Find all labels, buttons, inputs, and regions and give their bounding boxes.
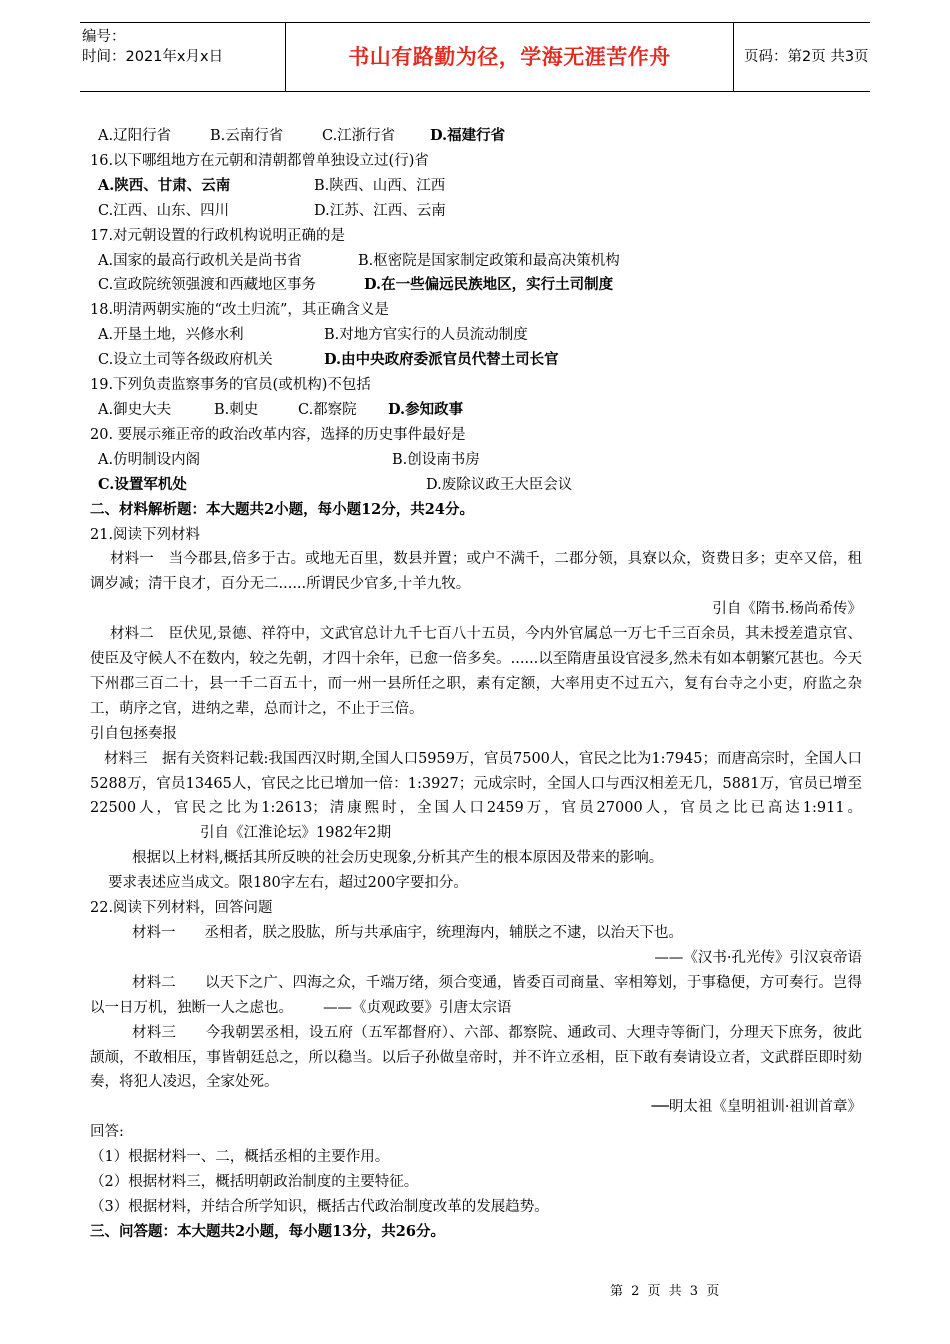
- option: B.对地方官实行的人员流动制度: [324, 327, 528, 344]
- question-20: 20. 要展示雍正帝的政治改革内容，选择的历史事件最好是: [90, 426, 466, 443]
- option: D.江苏、江西、云南: [314, 202, 446, 219]
- number-label: 编号：: [82, 29, 126, 45]
- option: C.宣政院统领强渡和西藏地区事务: [98, 277, 317, 294]
- q21-task: 根据以上材料,概括其所反映的社会历史现象,分析其产生的根本原因及带来的影响。: [132, 850, 664, 867]
- option-answer: D.在一些偏远民族地区，实行土司制度: [364, 276, 614, 294]
- option: B.刺史: [214, 401, 259, 418]
- option: B.创设南书房: [392, 451, 480, 468]
- q22-material-1: 材料一 丞相者，朕之股肱，所与共承庙宇，统理海内，辅朕之不逮，以治天下也。: [132, 925, 683, 941]
- option: A.国家的最高行政机关是尚书省: [98, 252, 302, 269]
- option-answer: D.由中央政府委派官员代替土司长官: [324, 351, 559, 369]
- q16-options-row1: [90, 174, 862, 199]
- q18-options-row2: [90, 348, 862, 373]
- material-2: 材料二 臣伏见,景德、祥符中，文武官总计九千七百八十五员，今内外官属总一万七千三百余员，其未授差遣京官、使臣及守候人不在数内，较之先朝，才四十余年，已愈一倍多矣。......以至隋唐虽设官浸多,然未有如本朝繁冗甚也。今天下州郡三百二十，县一千二百五十，而一州一县所任之职，素有定额，大率用吏不过五六，复有台寺之小吏，府监之杂工，萌序之官，进纳之辈，总而计之，不止于三倍。: [90, 626, 862, 717]
- option: A.仿明制设内阁: [98, 451, 201, 468]
- question-17: 17.对元朝设置的行政机构说明正确的是: [90, 227, 346, 244]
- q22-material-2: [90, 971, 862, 1021]
- q17-options-row2: [90, 273, 862, 298]
- q21-requirement: 要求表述应当成文。限180字左右，超过200字要扣分。: [108, 875, 468, 892]
- option-answer: A.陕西、甘肃、云南: [98, 176, 231, 194]
- q22-material-3: 材料三 今我朝罢丞相，设五府（五军都督府）、六部、都察院、通政司、大理寺等衙门，分理天下庶务，彼此颉颃，不敢相压，事皆朝廷总之，所以稳当。以后子孙做皇帝时，并不许立丞相，臣下敢有奏请设立者，文武群臣即时劾奏，将犯人凌迟，全家处死。: [90, 1024, 862, 1091]
- option: A.辽阳行省: [98, 128, 172, 144]
- q22-material-1-source: ——《汉书·孔光传》引汉哀帝语: [654, 949, 862, 966]
- question-19: 19.下列负责监察事务的官员(或机构)不包括: [90, 377, 371, 394]
- option: B.云南行省: [210, 128, 284, 144]
- option: D.废除议政王大臣会议: [426, 476, 573, 493]
- header-page-info: 页码：第2页 共3页: [744, 49, 869, 65]
- q18-options-row1: [90, 323, 862, 348]
- option: B.枢密院是国家制定政策和最高决策机构: [358, 252, 620, 269]
- option-answer: D.福建行省: [430, 127, 506, 144]
- answer-label: 回答:: [90, 1124, 124, 1141]
- q15-options: [90, 124, 862, 149]
- material-3-text: 材料三 据有关资料记载:我国西汉时期,全国人口5959万，官员7500人，官民之比为1:7945；而唐高宗时，全国人口5288万，官员13465人，官民之比已增加一倍：1:3927；元成宗时，全国人口与西汉相差无几，5881万，官员已增至22500人，官民之比为1:2613；清康熙时，全国人口2459万，官员27000人，官员之比已高达1:911。: [90, 750, 862, 817]
- material-1-source: 引自《隋书.杨尚希传》: [712, 601, 862, 618]
- option: A.御史大夫: [98, 401, 172, 418]
- exam-content: [90, 124, 862, 1245]
- question-22: 22.阅读下列材料，回答问题: [90, 900, 273, 917]
- option: C.江西、山东、四川: [98, 202, 230, 219]
- option: A.开垦土地，兴修水利: [98, 327, 244, 344]
- time-label: 时间：2021年x月x日: [82, 49, 224, 65]
- q19-options: [90, 398, 862, 423]
- sub-question-1: （1）根据材料一、二，概括丞相的主要作用。: [90, 1149, 390, 1166]
- sub-question-3: （3）根据材料，并结合所学知识，概括古代政治制度改革的发展趋势。: [90, 1198, 549, 1215]
- header-motto: 书山有路勤为径，学海无涯苦作舟: [286, 23, 734, 91]
- q20-options-row2: [90, 473, 862, 498]
- page-header: [80, 22, 870, 92]
- question-18: 18.明清两朝实施的“改土归流”，其正确含义是: [90, 302, 389, 319]
- option: C.设立土司等各级政府机关: [98, 352, 273, 369]
- option-answer: D.参知政事: [388, 400, 464, 418]
- option-answer: C.设置军机处: [98, 475, 187, 493]
- option: B.陕西、山西、江西: [314, 177, 446, 194]
- q22-material-2-text: 材料二 以天下之广、四海之众，千端万绪，须合变通，皆委百司商量、宰相筹划，于事稳便，方可奏行。岂得以一日万机，独断一人之虑也。: [90, 974, 862, 1016]
- option: C.都察院: [298, 401, 357, 418]
- material-2-source: 引自包拯奏报: [90, 725, 177, 742]
- q17-options-row1: [90, 249, 862, 274]
- q16-options-row2: [90, 199, 862, 224]
- question-16: 16.以下哪组地方在元朝和清朝都曾单独设立过(行)省: [90, 152, 429, 169]
- material-3-source: 引自《江淮论坛》1982年2期: [200, 825, 392, 842]
- q22-material-2-source: ——《贞观政要》引唐太宗语: [323, 999, 512, 1016]
- option: C.江浙行省: [322, 128, 396, 144]
- section-2-heading: 二、材料解析题：本大题共2小题，每小题12分，共24分。: [90, 500, 474, 518]
- q22-material-3-source: ──明太祖《皇明祖训·祖训首章》: [651, 1099, 862, 1116]
- header-left-cell: [80, 23, 286, 91]
- q20-options-row1: [90, 448, 862, 473]
- material-1: 材料一 当今郡县,倍多于古。或地无百里，数县并置；或户不满千，二郡分领，具寮以众，资费日多；吏卒又倍，租调岁减；清干良才，百分无二......所谓民少官多,十羊九牧。: [90, 551, 862, 593]
- question-21: 21.阅读下列材料: [90, 526, 201, 543]
- page-footer: 第 2 页 共 3 页: [610, 1284, 722, 1299]
- sub-question-2: （2）根据材料三，概括明朝政治制度的主要特征。: [90, 1174, 419, 1191]
- material-3: [90, 747, 862, 847]
- section-3-heading: 三、问答题：本大题共2小题，每小题13分，共26分。: [90, 1222, 445, 1240]
